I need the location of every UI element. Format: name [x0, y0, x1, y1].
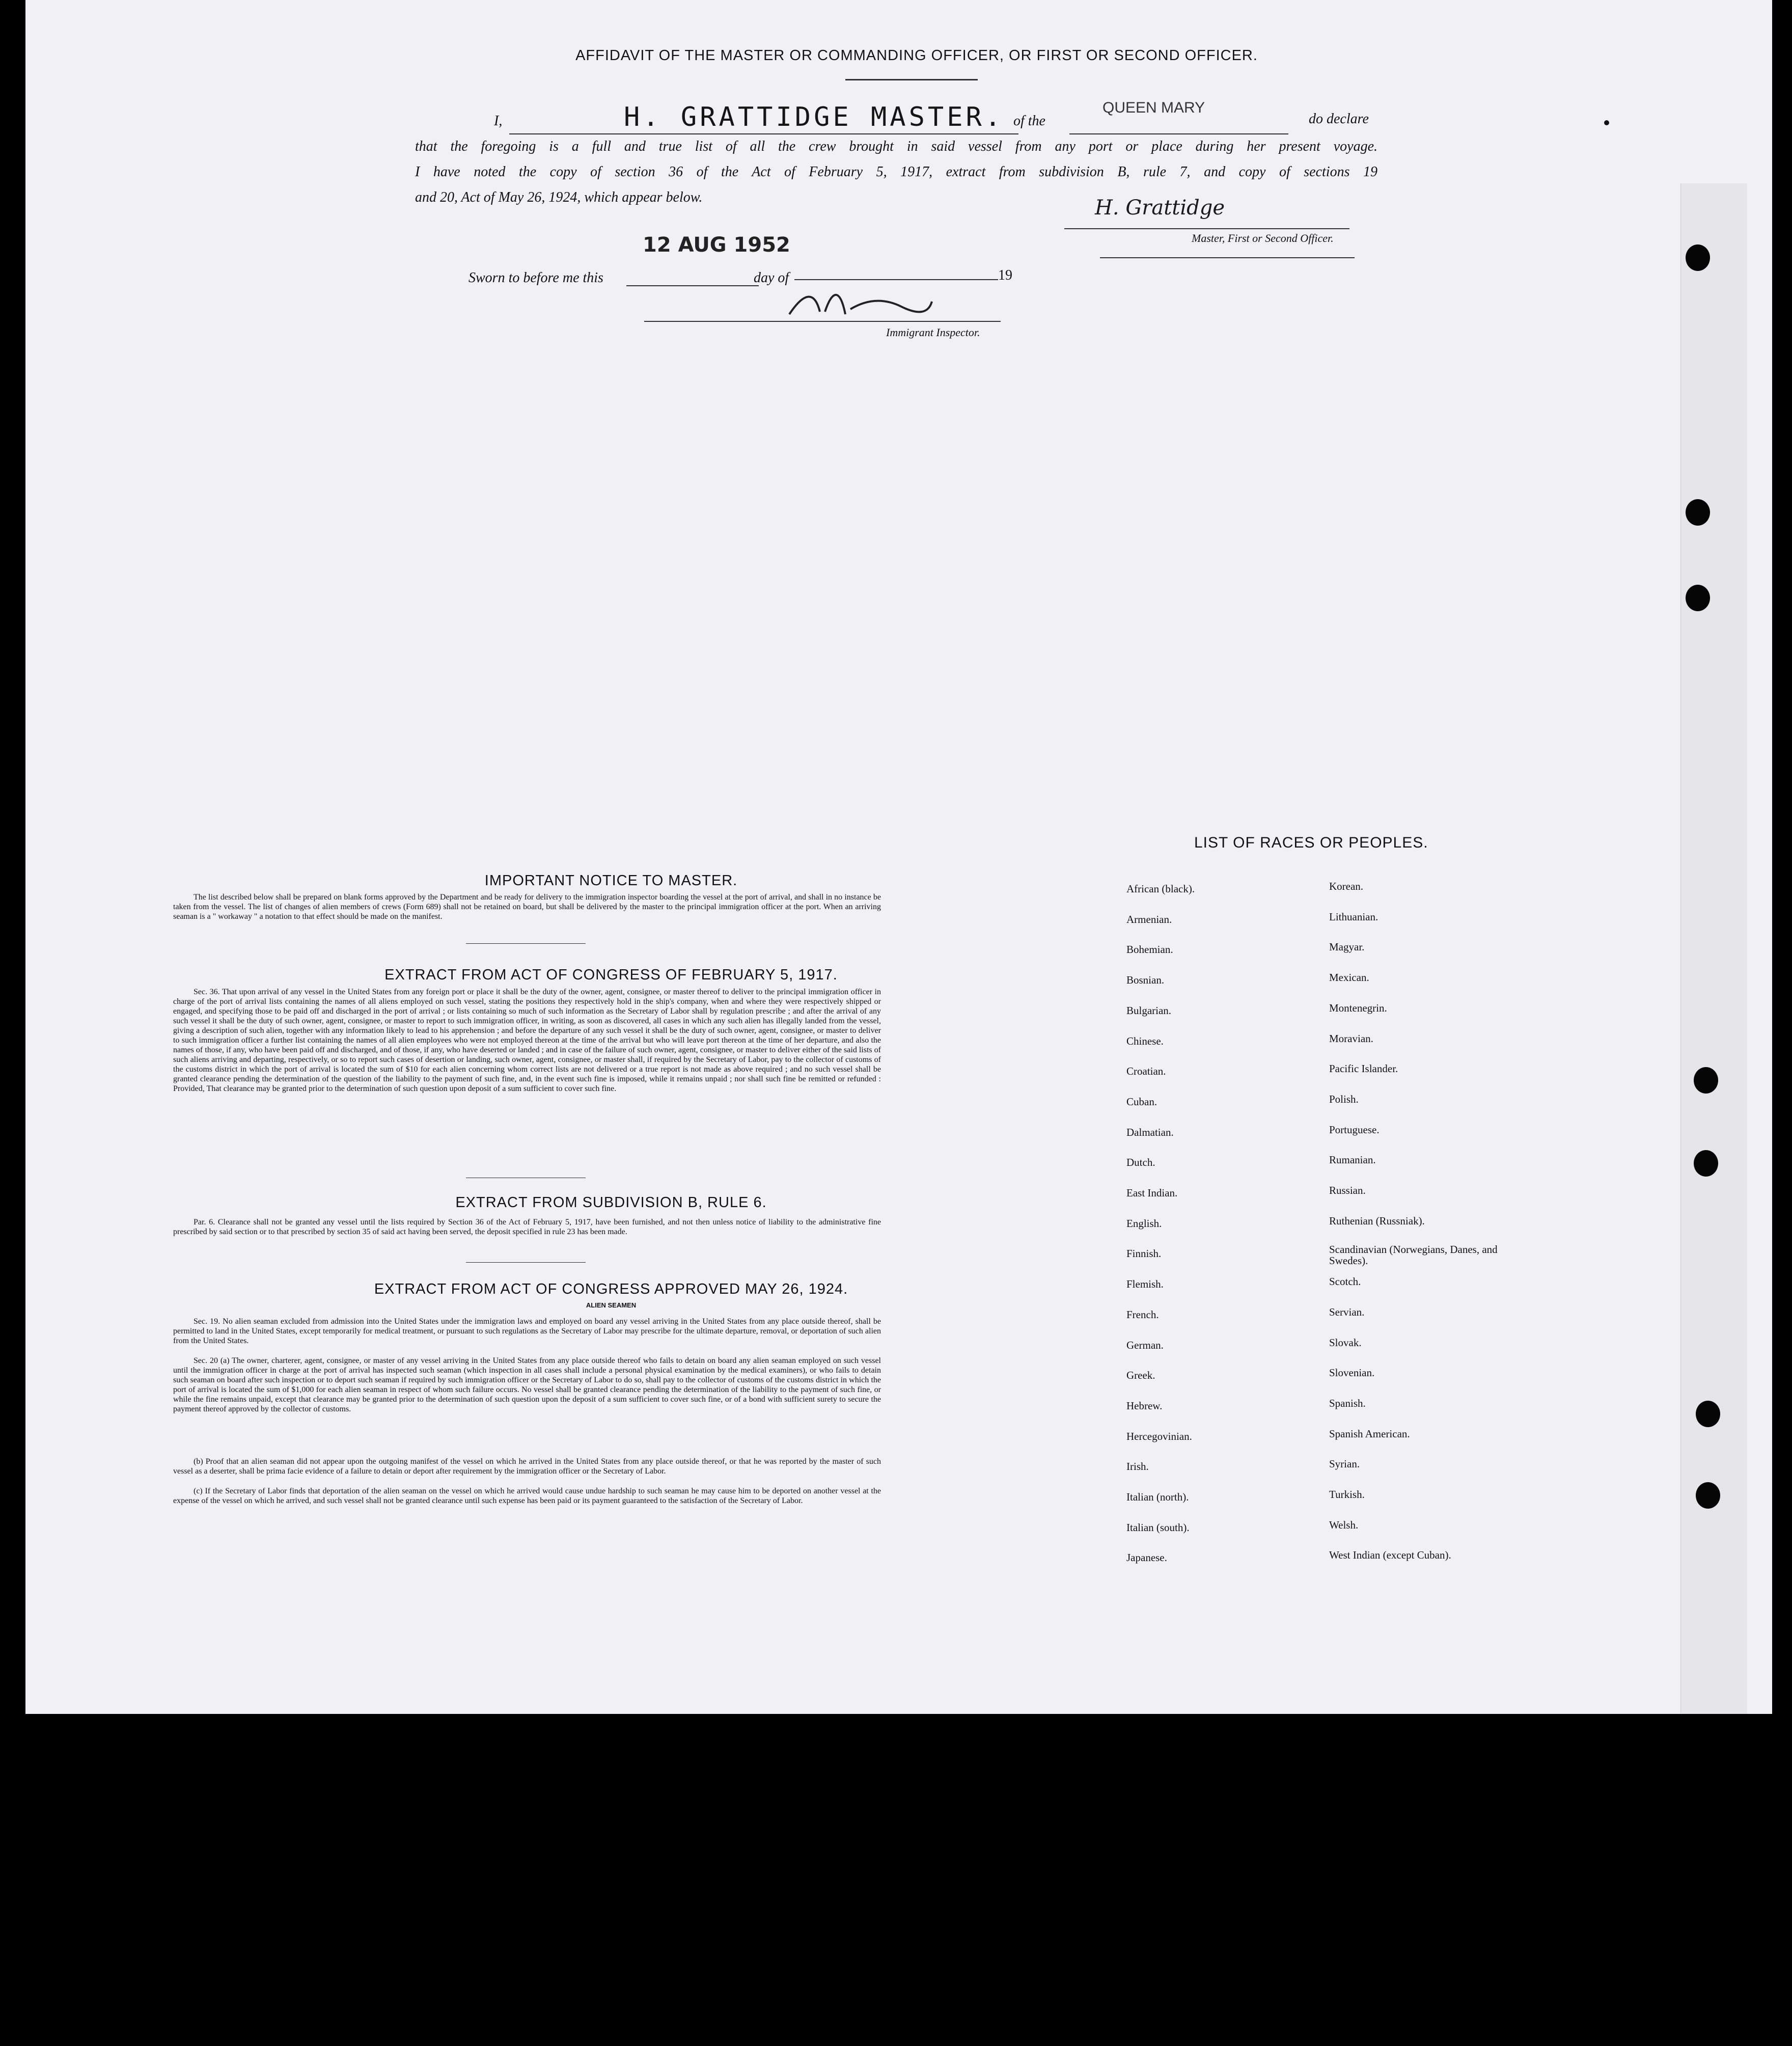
inspector-signature-mark — [784, 286, 937, 322]
name-rule — [509, 133, 1018, 134]
race-left-item: Flemish. — [1126, 1278, 1164, 1290]
race-right-item: Syrian. — [1329, 1458, 1360, 1470]
race-left-item: Cuban. — [1126, 1096, 1157, 1108]
extract-1917-title: EXTRACT FROM ACT OF CONGRESS OF FEBRUARY 5, 1917. — [384, 967, 838, 983]
race-left-item: Dalmatian. — [1126, 1126, 1174, 1138]
race-right-item: Rumanian. — [1329, 1154, 1376, 1166]
race-right-item: Spanish. — [1329, 1397, 1366, 1409]
race-left-item: Bosnian. — [1126, 974, 1165, 986]
race-left-item: Greek. — [1126, 1369, 1155, 1381]
notice-body: The list described below shall be prepared on blank forms approved by the Department and be ready for delivery to the immigration inspector boarding the vessel at the port of arrival, and shall in no instance be taken from the vessel. The list of changes of alien members of crews (Form 689) shall not be retained on board, but shall be delivered by the master to the principal immigration officer at the port. When an arriving seaman is a " workaway " a notation to that effect should be made on the manifest. — [173, 893, 881, 921]
punch-hole — [1696, 1401, 1720, 1427]
race-right-item: Russian. — [1329, 1184, 1366, 1196]
race-left-item: Armenian. — [1126, 913, 1172, 925]
date-stamp: 12 AUG 1952 — [643, 233, 790, 257]
section-divider — [466, 1262, 586, 1263]
inspector-signature — [784, 286, 937, 329]
punch-hole — [1696, 1482, 1720, 1509]
punch-hole — [1686, 499, 1710, 526]
sworn-label: Sworn to before me this — [468, 270, 603, 286]
sworn-day-rule — [626, 285, 759, 286]
signature-rule — [1064, 228, 1349, 229]
extract-1924-sec20b: (b) Proof that an alien seaman did not appear upon the outgoing manifest of the vessel on which he arrived in the United States from any place outside thereof, or that he was reported by the master of such vessel as a deserter, shall be prima facie evidence of a failure to detain or deport after requirement by the immigration officer or the Secretary of Labor. — [173, 1457, 881, 1476]
race-left-item: Hebrew. — [1126, 1400, 1163, 1412]
race-left-item: Italian (south). — [1126, 1521, 1190, 1534]
vessel-rule — [1069, 133, 1288, 134]
race-left-item: Bulgarian. — [1126, 1004, 1172, 1017]
master-caption: Master, First or Second Officer. — [1192, 232, 1334, 244]
extract-1924-title: EXTRACT FROM ACT OF CONGRESS APPROVED MAY 26, 1924. — [374, 1281, 848, 1297]
race-left-item: Finnish. — [1126, 1247, 1162, 1260]
race-left-item: Chinese. — [1126, 1035, 1164, 1047]
race-right-item: Welsh. — [1329, 1519, 1359, 1531]
race-left-item: English. — [1126, 1217, 1162, 1230]
section-divider — [466, 943, 586, 944]
of-the-label: of the — [1013, 113, 1045, 129]
affidavit-title: AFFIDAVIT OF THE MASTER OR COMMANDING OFFICER, OR FIRST OR SECOND OFFICER. — [575, 47, 1258, 64]
race-right-item: Scotch. — [1329, 1275, 1361, 1288]
master-name-handwritten: H. GRATTIDGE MASTER. — [624, 102, 1004, 132]
punch-hole — [1694, 1067, 1718, 1094]
race-right-item: Magyar. — [1329, 941, 1365, 953]
inspector-rule — [644, 321, 1001, 322]
extract-1917-body: Sec. 36. That upon arrival of any vessel in the United States from any foreign port or place it shall be the duty of the owner, agent, consignee, or master thereof to deliver to the principal immigration officer in charge of the port of arrival lists containing the names of all aliens employed on such vessel, stating the positions they respectively hold in the ship's company, when and where they were respectively shipped or engaged, and specifying those to be paid off and discharged in the port of arrival ; or lists containing so much of such information as the Secretary of Labor shall by regulation prescribe ; and after the arrival of any such vessel it shall be the duty of such owner, agent, consignee, or master to report to such immigration officer, in writing, as soon as discovered, all cases in which any such alien has illegally landed from the vessel, giving a description of such alien, together with any information likely to lead to his apprehension ; and before the departure of any such vessel it shall be the duty of such owner, agent, consignee, or master to deliver to such immigration officer a further list containing the names of all alien employees who were not employed thereon at the time of the arrival but who will leave port thereon at the time of her departure, and also the names of those, if any, who have been paid off and discharged, and of those, if any, who have deserted or landed ; and in case of the failure of such owner, agent, consignee, or master to deliver either of the said lists of such aliens arriving and departing, respectively, or so to report such cases of desertion or landing, such owner, agent, consignee, or master shall, if required by the Secretary of Labor, pay to the collector of customs of the customs district in which the port of arrival is located the sum of $10 for each alien concerning whom correct lists are not delivered or a true report is not made as above required ; and no such vessel shall be granted clearance pending the determination of the question of the liability to the payment of such fine, and, in the event such fine is imposed, while it remains unpaid ; nor shall such fine be remitted or refunded : Provided, That clearance may be granted prior to the determination of such question upon deposit of a sum sufficient to cover such fine. — [173, 988, 881, 1093]
race-right-item: Slovak. — [1329, 1336, 1362, 1349]
race-left-item: Japanese. — [1126, 1551, 1167, 1564]
notice-title: IMPORTANT NOTICE TO MASTER. — [484, 872, 738, 889]
punch-hole — [1686, 244, 1710, 271]
race-right-item: Servian. — [1329, 1306, 1365, 1318]
race-right-item: Mexican. — [1329, 971, 1369, 984]
race-right-item: Turkish. — [1329, 1488, 1365, 1501]
race-left-item: Irish. — [1126, 1460, 1149, 1472]
ink-dot — [1604, 120, 1609, 125]
race-right-item: Slovenian. — [1329, 1367, 1375, 1379]
day-of-label: day of — [754, 270, 789, 286]
race-left-item: Dutch. — [1126, 1156, 1155, 1168]
race-right-item: Ruthenian (Russniak). — [1329, 1215, 1425, 1227]
title-divider — [845, 79, 978, 80]
punch-hole — [1694, 1150, 1718, 1177]
master-signature: H. Grattidge — [1095, 196, 1225, 220]
race-right-item: West Indian (except Cuban). — [1329, 1549, 1451, 1561]
race-left-item: German. — [1126, 1339, 1164, 1351]
year-prefix: 19 — [998, 267, 1012, 283]
affidavit-line-2: that the foregoing is a full and true list of all the crew brought in said vessel from any port or place during her present voyage. — [415, 139, 1377, 154]
extract-1924-sec20a: Sec. 20 (a) The owner, charterer, agent, consignee, or master of any vessel arriving in the United States from any place outside thereof who fails to detain on board any alien seaman employed on such vessel until the immigration officer in charge at the port of arrival has inspected such seaman (which inspection in all cases shall include a personal physical examination by the medical examiners), or who fails to detain such seaman on board after such inspection or to deport such seaman if required by such immigration officer or the Secretary of Labor to do so, shall pay to the collector of customs of the customs district in which the port of arrival is located the sum of $1,000 for each alien seaman in respect of whom such failure occurs. No vessel shall be granted clearance pending the determination of the liability to the payment of such fine, or while the fine remains unpaid, except that clearance may be granted prior to the determination of such question upon the deposit of a sum sufficient to cover such fine, or of a bond with sufficient surety to secure the payment thereof approved by the collector of customs. — [173, 1356, 881, 1413]
race-left-item: East Indian. — [1126, 1187, 1178, 1199]
race-right-item: Pacific Islander. — [1329, 1062, 1398, 1075]
extract-rule6-title: EXTRACT FROM SUBDIVISION B, RULE 6. — [455, 1194, 767, 1211]
race-right-item: Scandinavian (Norwegians, Danes, and Swedes). — [1329, 1243, 1498, 1267]
vessel-name: QUEEN MARY — [1102, 99, 1205, 116]
extract-1924-sec20c: (c) If the Secretary of Labor finds that deportation of the alien seaman on the vessel on which he arrived would cause undue hardship to such seaman he may cause him to be deported on another vessel at the expense of the vessel on which he arrived, and such vessel shall not be granted clearance until such expense has been paid or its payment guaranteed to the satisfaction of the Secretary of Labor. — [173, 1487, 881, 1505]
affidavit-line-3: I have noted the copy of section 36 of the Act of February 5, 1917, extract from subdivision B, rule 7, and copy of sections 19 — [415, 164, 1377, 180]
punch-hole — [1686, 585, 1710, 611]
race-right-item: Montenegrin. — [1329, 1002, 1387, 1014]
race-right-item: Polish. — [1329, 1093, 1359, 1105]
race-left-item: Croatian. — [1126, 1065, 1166, 1077]
extract-1924-sec19: Sec. 19. No alien seaman excluded from admission into the United States under the immigration laws and employed on board any vessel arriving in the United States from any place outside thereof, shall be permitted to land in the United States, except temporarily for medical treatment, or pursuant to such regulations as the Secretary of Labor may prescribe for the ultimate departure, removal, or deportation of such alien from the United States. — [173, 1317, 881, 1345]
race-right-item: Spanish American. — [1329, 1428, 1410, 1440]
affidavit-line-4: and 20, Act of May 26, 1924, which appear below. — [415, 189, 703, 205]
race-left-item: French. — [1126, 1308, 1159, 1321]
race-right-item: Lithuanian. — [1329, 911, 1379, 923]
race-left-item: African (black). — [1126, 883, 1195, 895]
race-right-item: Portuguese. — [1329, 1124, 1380, 1136]
race-right-item: Moravian. — [1329, 1032, 1373, 1045]
inspector-caption: Immigrant Inspector. — [886, 326, 980, 339]
do-declare-label: do declare — [1309, 111, 1369, 127]
extract-rule6-body: Par. 6. Clearance shall not be granted any vessel until the lists required by Section 36 of the Act of February 5, 1917, have been furnished, and not then unless notice of liability to the administrative fine prescribed by said section or to that prescribed by section 35 of said act having been served, the deposit specified in rule 23 has been made. — [173, 1218, 881, 1236]
race-left-item: Hercegovinian. — [1126, 1430, 1192, 1442]
signature-rule-2 — [1100, 257, 1355, 258]
races-title: LIST OF RACES OR PEOPLES. — [1194, 834, 1428, 851]
race-right-item: Korean. — [1329, 880, 1364, 892]
race-left-item: Bohemian. — [1126, 943, 1173, 956]
affidavit-prefix: I, — [494, 113, 503, 129]
sworn-month-rule — [794, 279, 998, 280]
alien-seamen-subtitle: ALIEN SEAMEN — [586, 1301, 637, 1309]
race-left-item: Italian (north). — [1126, 1491, 1189, 1503]
